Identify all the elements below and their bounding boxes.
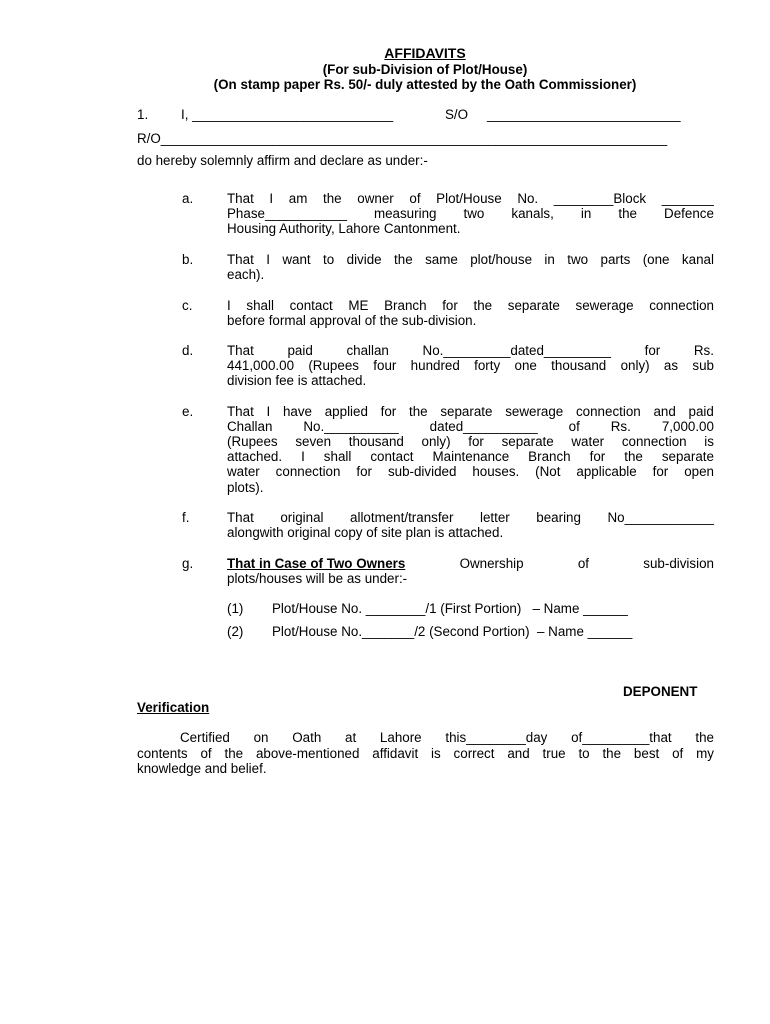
item-a-line-2: Phase___________ measuring two kanals, in the Defence — [227, 206, 714, 221]
item-b-line-2: each). — [227, 267, 265, 282]
item-b-line-1: That I want to divide the same plot/house in two parts (one kanal — [227, 252, 714, 267]
verification-line-1: Certified on Oath at Lahore this________day of_________that the — [180, 730, 714, 745]
intro-so-field: __________________________ — [487, 107, 681, 122]
verification-heading: Verification — [137, 700, 210, 715]
item-e-line-5: water connection for sub-divided houses. (Not applicable for open — [227, 464, 714, 479]
portion-1-text: Plot/House No. ________/1 (First Portion) – Name ______ — [272, 601, 628, 616]
document-subtitle-2: (On stamp paper Rs. 50/- duly attested by the Oath Commissioner) — [213, 77, 637, 92]
document-subtitle-1: (For sub-Division of Plot/House) — [322, 62, 528, 77]
verification-line-2: contents of the above-mentioned affidavit is correct and true to the best of my — [137, 746, 714, 761]
verification-line-3: knowledge and belief. — [137, 761, 267, 776]
document-title: AFFIDAVITS — [384, 45, 466, 61]
item-a-line-3: Housing Authority, Lahore Cantonment. — [227, 221, 461, 236]
item-g-letter: g. — [182, 556, 194, 571]
portion-2-number: (2) — [227, 624, 244, 639]
two-owners-heading: That in Case of Two Owners — [227, 556, 406, 571]
item-f-line-2: alongwith original copy of site plan is attached. — [227, 525, 504, 540]
item-e-line-6: plots). — [227, 480, 264, 495]
item-e-line-1: That I have applied for the separate sewerage connection and paid — [227, 404, 714, 419]
item-d-letter: d. — [182, 343, 194, 358]
item-d-line-2: 441,000.00 (Rupees four hundred forty one thousand only) as sub — [227, 358, 714, 373]
intro-number: 1. — [137, 107, 149, 122]
item-e-line-2: Challan No.__________ dated__________ of Rs. 7,000.00 — [227, 419, 714, 434]
item-g-line-1: That in Case of Two Owners Ownership of sub-division — [227, 556, 714, 571]
intro-declaration: do hereby solemnly affirm and declare as under:- — [137, 153, 428, 168]
item-g-line-2: plots/houses will be as under:- — [227, 571, 408, 586]
intro-name-field: I, ___________________________ — [181, 107, 394, 122]
item-a-line-1: That I am the owner of Plot/House No. ________Block _______ — [227, 191, 714, 206]
intro-ro-field: R/O____________________________________________________________________ — [137, 131, 668, 146]
item-e-letter: e. — [182, 404, 194, 419]
item-a-letter: a. — [182, 191, 194, 206]
item-c-letter: c. — [182, 298, 193, 313]
item-e-line-3: (Rupees seven thousand only) for separate water connection is — [227, 434, 714, 449]
item-f-letter: f. — [182, 510, 190, 525]
item-d-line-1: That paid challan No._________dated_________ for Rs. — [227, 343, 714, 358]
intro-so-label: S/O — [445, 107, 469, 122]
portion-2-text: Plot/House No._______/2 (Second Portion) – Name ______ — [272, 624, 633, 639]
item-c-line-2: before formal approval of the sub-division. — [227, 313, 477, 328]
item-d-line-3: division fee is attached. — [227, 373, 367, 388]
item-b-letter: b. — [182, 252, 194, 267]
deponent-label: DEPONENT — [623, 684, 698, 699]
item-e-line-4: attached. I shall contact Maintenance Branch for the separate — [227, 449, 714, 464]
portion-1-number: (1) — [227, 601, 244, 616]
item-f-line-1: That original allotment/transfer letter bearing No____________ — [227, 510, 714, 525]
item-c-line-1: I shall contact ME Branch for the separate sewerage connection — [227, 298, 714, 313]
